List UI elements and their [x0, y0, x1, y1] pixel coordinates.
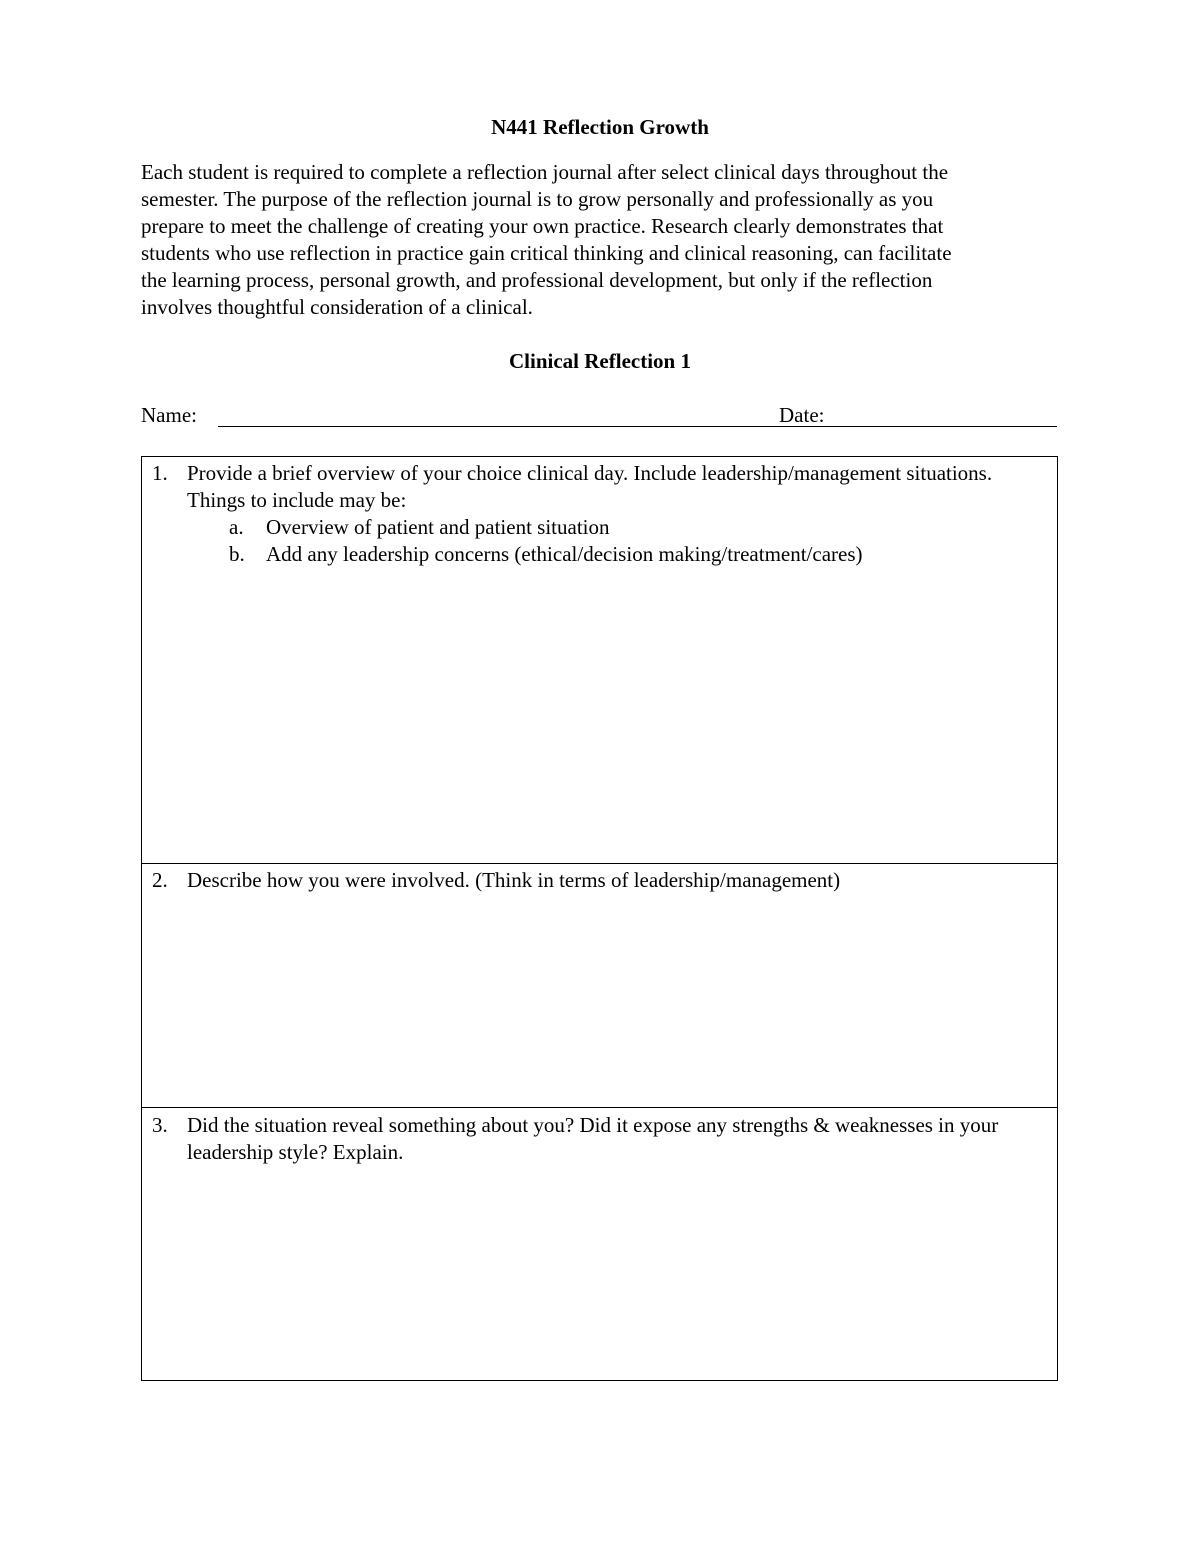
intro-line: semester. The purpose of the reflection journal is to grow personally and professionally as you	[141, 187, 934, 211]
question-box-3[interactable]	[141, 1107, 1058, 1381]
question-text: Did the situation reveal something about you? Did it expose any strengths & weaknesses in your leadership style? Explain.	[187, 1113, 999, 1164]
sub-item-text: Add any leadership concerns (ethical/decision making/treatment/cares)	[266, 542, 863, 566]
question-text-block	[187, 460, 1052, 568]
date-label: Date:	[779, 403, 825, 427]
question-number: 1.	[152, 461, 168, 485]
document-title: N441 Reflection Growth	[491, 115, 709, 139]
sub-item-letter: b.	[229, 542, 245, 566]
intro-paragraph	[141, 159, 1071, 321]
section-title: Clinical Reflection 1	[509, 349, 691, 373]
intro-line: prepare to meet the challenge of creating your own practice. Research clearly demonstrates that	[141, 214, 944, 238]
sub-item-text: Overview of patient and patient situation	[266, 515, 610, 539]
question-box-1[interactable]	[141, 456, 1058, 864]
question-text: Provide a brief overview of your choice clinical day. Include leadership/management situations. Things to include may be:	[187, 461, 993, 512]
name-date-row	[141, 402, 1058, 432]
intro-line: Each student is required to complete a reflection journal after select clinical days throughout the	[141, 160, 949, 184]
question-box-2[interactable]	[141, 862, 1058, 1108]
question-number: 3.	[152, 1113, 168, 1137]
name-label: Name:	[141, 403, 197, 427]
question-text: Describe how you were involved. (Think in terms of leadership/management)	[187, 868, 841, 892]
sub-item	[187, 541, 1052, 568]
sub-item	[187, 514, 1052, 541]
intro-line: students who use reflection in practice gain critical thinking and clinical reasoning, can facilitate	[141, 241, 952, 265]
question-number: 2.	[152, 868, 168, 892]
intro-line: involves thoughtful consideration of a clinical.	[141, 295, 533, 319]
date-field[interactable]	[831, 426, 1057, 427]
sub-item-letter: a.	[229, 515, 244, 539]
intro-line: the learning process, personal growth, and professional development, but only if the reflection	[141, 268, 933, 292]
